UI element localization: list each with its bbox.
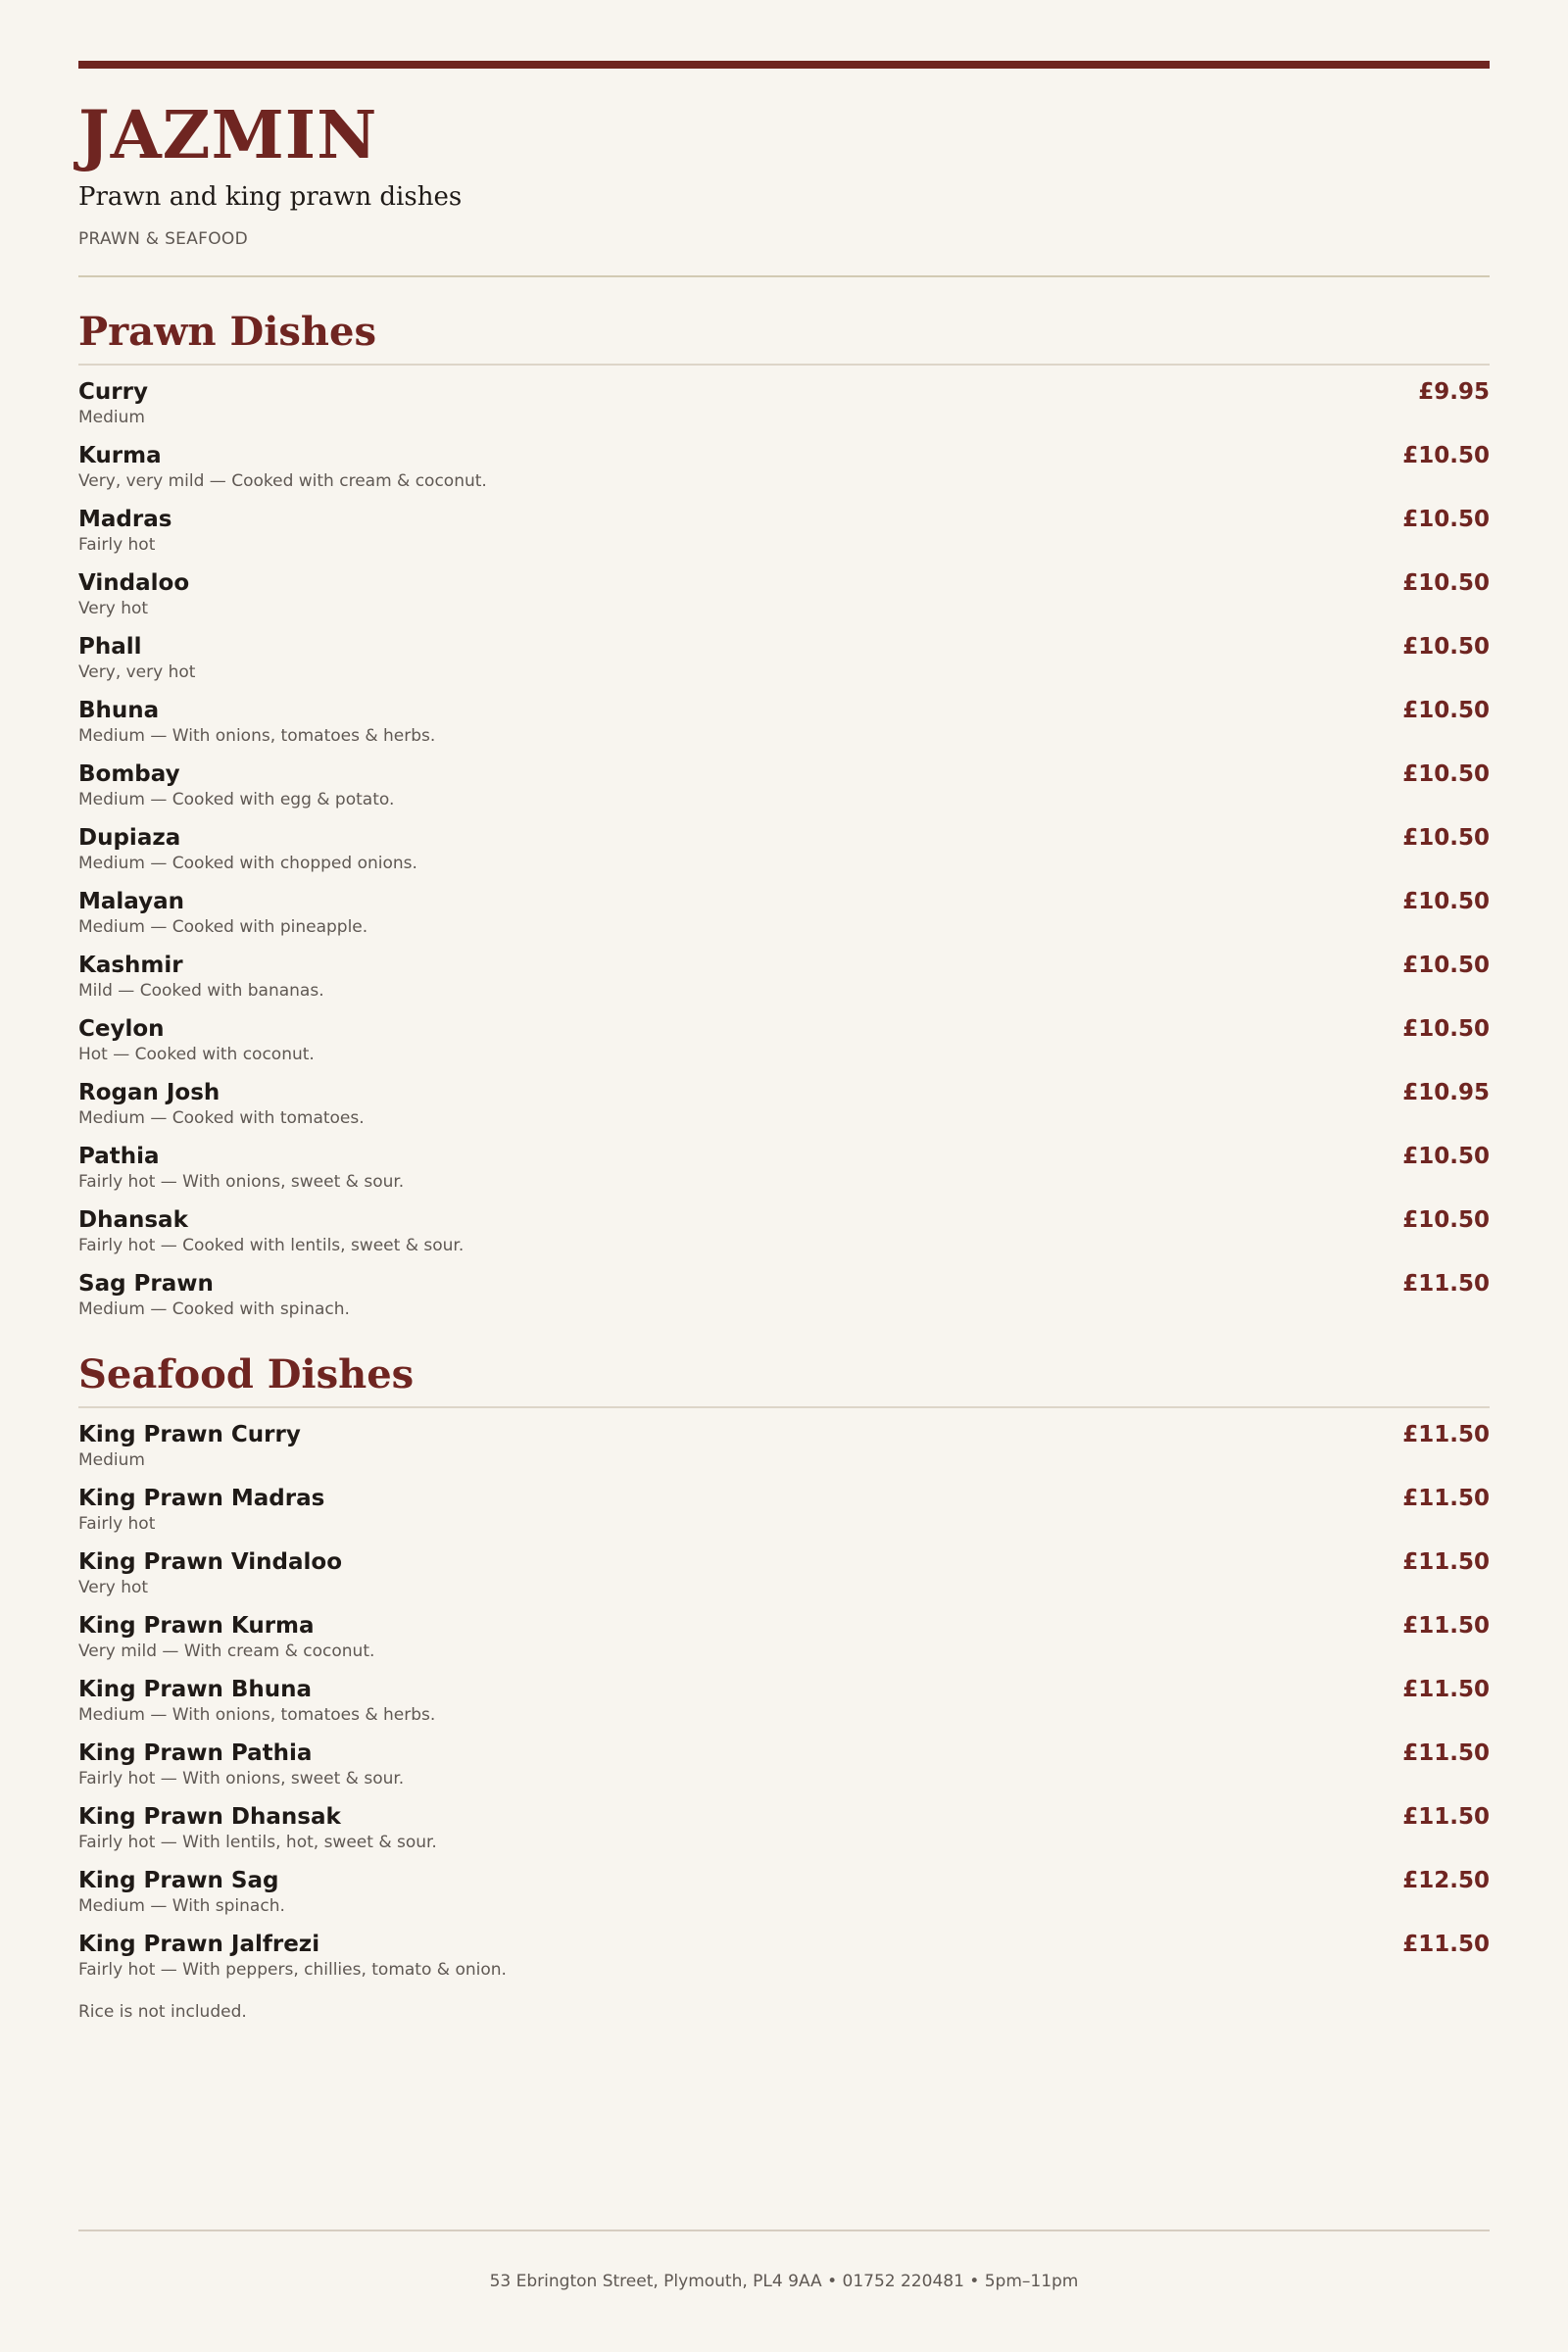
menu-note: Rice is not included.	[78, 2002, 247, 2023]
menu-item	[78, 1487, 1490, 1550]
menu-category: PRAWN & SEAFOOD	[78, 229, 248, 250]
item-description: Very, very hot	[78, 662, 196, 683]
item-description: Medium — Cooked with chopped onions.	[78, 854, 417, 874]
menu-item	[78, 1678, 1490, 1741]
menu-item	[78, 1550, 1490, 1614]
item-description: Fairly hot — With onions, sweet & sour.	[78, 1769, 405, 1789]
item-name: Dhansak	[78, 1207, 188, 1234]
item-description: Medium	[78, 1450, 145, 1471]
menu-item	[78, 826, 1490, 890]
menu-item	[78, 635, 1490, 699]
section-divider	[78, 364, 1490, 366]
item-description: Very, very mild — Cooked with cream & coconut.	[78, 471, 487, 492]
item-name: King Prawn Dhansak	[78, 1804, 341, 1831]
item-description: Medium	[78, 408, 145, 428]
item-name: Kashmir	[78, 953, 183, 979]
item-price: £10.50	[1402, 698, 1490, 724]
item-description: Very hot	[78, 1578, 149, 1598]
item-description: Medium — Cooked with tomatoes.	[78, 1108, 365, 1129]
item-description: Mild — Cooked with bananas.	[78, 981, 324, 1002]
item-price: £10.50	[1402, 889, 1490, 915]
item-price: £11.50	[1402, 1613, 1490, 1640]
item-name: Malayan	[78, 889, 184, 915]
item-description: Very mild — With cream & coconut.	[78, 1642, 375, 1662]
menu-item	[78, 1423, 1490, 1487]
item-price: £9.95	[1418, 379, 1490, 406]
menu-item	[78, 571, 1490, 635]
section-divider	[78, 1406, 1490, 1408]
item-description: Fairly hot — Cooked with lentils, sweet & sour.	[78, 1236, 465, 1256]
menu-item	[78, 508, 1490, 571]
item-price: £10.50	[1402, 634, 1490, 661]
item-description: Fairly hot — With peppers, chillies, tomato & onion.	[78, 1960, 507, 1981]
item-name: Dupiaza	[78, 825, 181, 852]
menu-item	[78, 380, 1490, 444]
item-name: Madras	[78, 507, 172, 533]
item-price: £10.50	[1402, 1207, 1490, 1234]
top-accent-rule	[78, 61, 1490, 69]
menu-item	[78, 699, 1490, 762]
item-name: Pathia	[78, 1144, 160, 1170]
item-name: King Prawn Jalfrezi	[78, 1932, 320, 1958]
menu-item-list	[78, 1423, 1490, 1996]
item-description: Medium — Cooked with spinach.	[78, 1299, 350, 1320]
menu-subtitle: Prawn and king prawn dishes	[78, 182, 463, 212]
menu-item	[78, 1145, 1490, 1208]
item-name: King Prawn Pathia	[78, 1740, 313, 1767]
menu-header	[78, 69, 1490, 249]
footer-divider	[78, 2230, 1490, 2231]
item-description: Medium — Cooked with egg & potato.	[78, 790, 395, 810]
menu-item	[78, 1933, 1490, 1996]
item-price: £11.50	[1402, 1932, 1490, 1958]
item-name: Sag Prawn	[78, 1271, 214, 1298]
menu-page	[78, 61, 1490, 2022]
section-title: Prawn Dishes	[78, 309, 376, 356]
menu-item	[78, 1805, 1490, 1869]
menu-item	[78, 1081, 1490, 1145]
menu-item	[78, 954, 1490, 1017]
menu-item-list	[78, 380, 1490, 1336]
item-price: £11.50	[1402, 1422, 1490, 1448]
footer-contact-info: 53 Ebrington Street, Plymouth, PL4 9AA • 01752 220481 • 5pm–11pm	[489, 2272, 1079, 2291]
item-price: £11.50	[1402, 1486, 1490, 1512]
menu-item	[78, 1614, 1490, 1678]
item-name: King Prawn Curry	[78, 1422, 301, 1448]
item-name: Kurma	[78, 443, 162, 469]
item-description: Medium — With spinach.	[78, 1896, 285, 1917]
item-description: Medium — With onions, tomatoes & herbs.	[78, 1705, 436, 1726]
item-price: £10.95	[1402, 1080, 1490, 1106]
menu-item	[78, 444, 1490, 508]
item-price: £10.50	[1402, 507, 1490, 533]
menu-item	[78, 1272, 1490, 1336]
item-name: Curry	[78, 379, 148, 406]
item-name: King Prawn Sag	[78, 1868, 279, 1894]
menu-item	[78, 1869, 1490, 1933]
item-price: £12.50	[1402, 1868, 1490, 1894]
item-price: £11.50	[1402, 1271, 1490, 1298]
item-price: £11.50	[1402, 1740, 1490, 1767]
item-price: £10.50	[1402, 953, 1490, 979]
menu-item	[78, 1208, 1490, 1272]
item-price: £10.50	[1402, 761, 1490, 788]
item-description: Hot — Cooked with coconut.	[78, 1045, 315, 1065]
item-name: Ceylon	[78, 1016, 165, 1043]
restaurant-name: JAZMIN	[78, 96, 378, 173]
menu-item	[78, 890, 1490, 954]
menu-item	[78, 1741, 1490, 1805]
item-description: Very hot	[78, 599, 149, 619]
item-name: King Prawn Kurma	[78, 1613, 315, 1640]
item-name: Vindaloo	[78, 570, 190, 597]
item-name: King Prawn Bhuna	[78, 1677, 313, 1703]
item-price: £10.50	[1402, 443, 1490, 469]
item-description: Fairly hot	[78, 1514, 156, 1535]
item-description: Fairly hot	[78, 535, 156, 556]
item-price: £10.50	[1402, 825, 1490, 852]
item-price: £10.50	[1402, 570, 1490, 597]
item-name: Phall	[78, 634, 142, 661]
item-name: Bhuna	[78, 698, 160, 724]
item-price: £11.50	[1402, 1804, 1490, 1831]
item-name: King Prawn Vindaloo	[78, 1549, 343, 1576]
item-name: King Prawn Madras	[78, 1486, 325, 1512]
menu-item	[78, 762, 1490, 826]
item-price: £10.50	[1402, 1016, 1490, 1043]
item-name: Bombay	[78, 761, 180, 788]
item-description: Medium — Cooked with pineapple.	[78, 917, 368, 938]
item-description: Fairly hot — With onions, sweet & sour.	[78, 1172, 405, 1193]
section-prawn-dishes	[78, 311, 1490, 1336]
item-description: Medium — With onions, tomatoes & herbs.	[78, 726, 436, 747]
menu-item	[78, 1017, 1490, 1081]
header-divider	[78, 275, 1490, 277]
item-price: £11.50	[1402, 1677, 1490, 1703]
item-price: £10.50	[1402, 1144, 1490, 1170]
item-description: Fairly hot — With lentils, hot, sweet & sour.	[78, 1833, 437, 1853]
item-name: Rogan Josh	[78, 1080, 220, 1106]
item-price: £11.50	[1402, 1549, 1490, 1576]
section-title: Seafood Dishes	[78, 1351, 415, 1398]
section-seafood-dishes	[78, 1353, 1490, 2022]
